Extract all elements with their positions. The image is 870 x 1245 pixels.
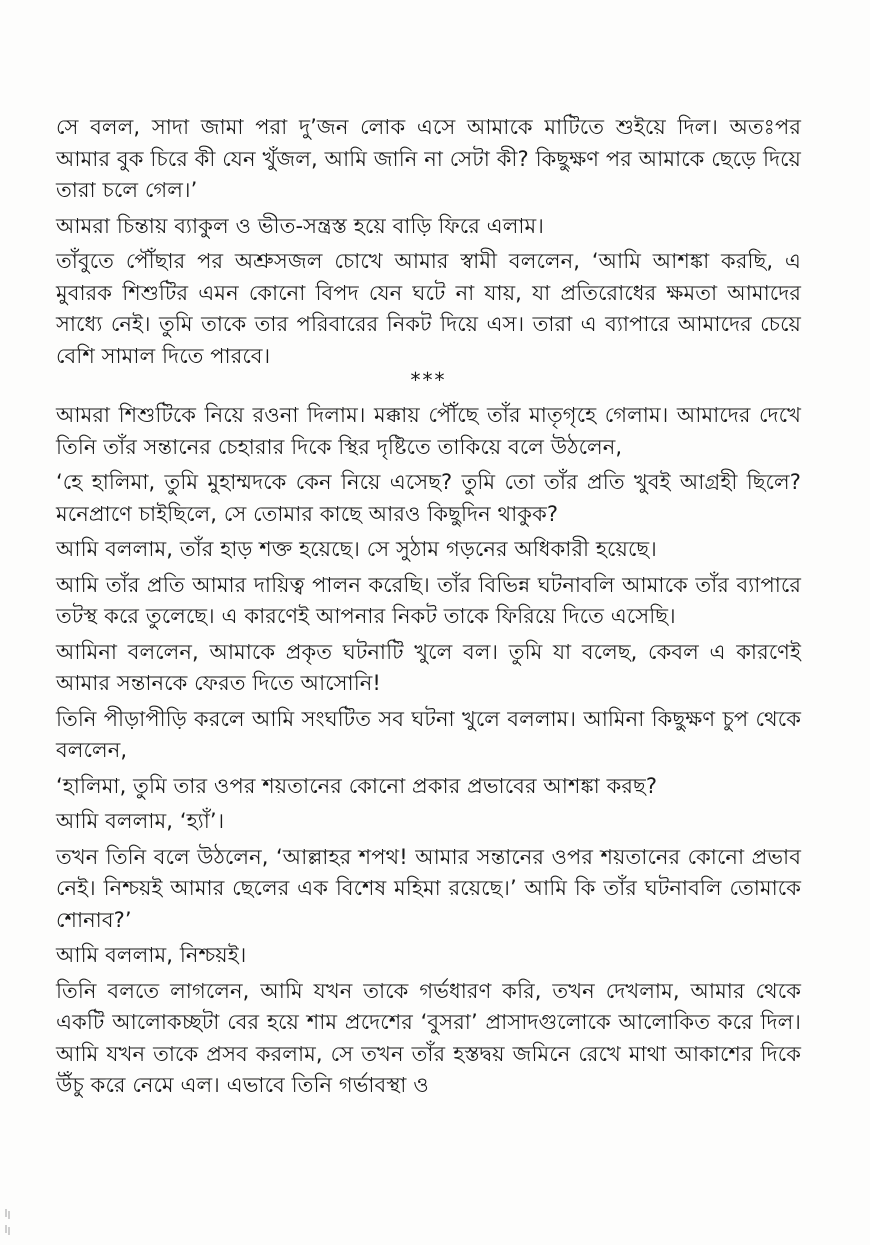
paragraph: তিনি বলতে লাগলেন, আমি যখন তাকে গর্ভধারণ করি, তখন দেখলাম, আমার থেকে একটি আলোকচ্ছটা বের হয়ে শাম প্রদেশের ‘বুসরা’ প্রাসাদগুলোকে আলোকিত করে দিল। আমি যখন তাকে প্রসব করলাম, সে তখন তাঁর হস্তদ্বয় জমিনে রেখে মাথা আকাশের দিকে উঁচু করে নেমে এল। এভাবে তিনি গর্ভাবস্থা ও [56, 978, 801, 1097]
page-body [56, 112, 801, 1106]
paragraph: ‘হে হালিমা, তুমি মুহাম্মদকে কেন নিয়ে এসেছ? তুমি তো তাঁর প্রতি খুবই আগ্রহী ছিলে? মনেপ্রাণে চাইছিলে, সে তোমার কাছে আরও কিছুদিন থাকুক? [56, 470, 801, 526]
paragraph: সে বলল, সাদা জামা পরা দু’জন লোক এসে আমাকে মাটিতে শুইয়ে দিল। অতঃপর আমার বুক চিরে কী যেন খুঁজল, আমি জানি না সেটা কী? কিছুক্ষণ পর আমাকে ছেড়ে দিয়ে তারা চলে গেল।’ [56, 115, 801, 202]
binding-edge-icon [0, 1205, 14, 1245]
paragraph: আমরা শিশুটিকে নিয়ে রওনা দিলাম। মক্কায় পৌঁছে তাঁর মাতৃগৃহে গেলাম। আমাদের দেখে তিনি তাঁর সন্তানের চেহারার দিকে স্থির দৃষ্টিতে তাকিয়ে বলে উঠলেন, [56, 403, 801, 459]
paragraph: আমি বললাম, তাঁর হাড় শক্ত হয়েছে। সে সুঠাম গড়নের অধিকারী হয়েছে। [56, 537, 657, 561]
binding-edge-mark [0, 1205, 14, 1245]
paragraph: তাঁবুতে পৌঁছার পর অশ্রুসজল চোখে আমার স্বামী বললেন, ‘আমি আশঙ্কা করছি, এ মুবারক শিশুটির এমন কোনো বিপদ যেন ঘটে না যায়, যা প্রতিরোধের ক্ষমতা আমাদের সাধ্যে নেই। তুমি তাকে তার পরিবারের নিকট দিয়ে এস। তারা এ ব্যাপারে আমাদের চেয়ে বেশি সামাল দিতে পারবে। [56, 249, 801, 368]
section-separator: *** [410, 368, 447, 392]
paragraph: আমি বললাম, নিশ্চয়ই। [56, 943, 247, 967]
paragraph: আমি বললাম, ‘হ্যাঁ’। [56, 809, 225, 833]
paragraph: ‘হালিমা, তুমি তার ওপর শয়তানের কোনো প্রকার প্রভাবের আশঙ্কা করছ? [56, 773, 658, 798]
paragraph: আমি তাঁর প্রতি আমার দায়িত্ব পালন করেছি। তাঁর বিভিন্ন ঘটনাবলি আমাকে তাঁর ব্যাপারে তটস্থ করে তুলেছে। এ কারণেই আপনার নিকট তাকে ফিরিয়ে দিতে এসেছি। [56, 572, 801, 628]
paragraph: আমরা চিন্তায় ব্যাকুল ও ভীত-সন্ত্রস্ত হয়ে বাড়ি ফিরে এলাম। [56, 213, 544, 238]
paragraph: তিনি পীড়াপীড়ি করলে আমি সংঘটিত সব ঘটনা খুলে বললাম। আমিনা কিছুক্ষণ চুপ থেকে বললেন, [56, 706, 801, 762]
paragraph: তখন তিনি বলে উঠলেন, ‘আল্লাহর শপথ! আমার সন্তানের ওপর শয়তানের কোনো প্রভাব নেই। নিশ্চয়ই আমার ছেলের এক বিশেষ মহিমা রয়েছে।’ আমি কি তাঁর ঘটনাবলি তোমাকে শোনাব?’ [56, 844, 801, 932]
paragraph: আমিনা বললেন, আমাকে প্রকৃত ঘটনাটি খুলে বল। তুমি যা বলেছ, কেবল এ কারণেই আমার সন্তানকে ফেরত দিতে আসোনি! [56, 639, 801, 695]
